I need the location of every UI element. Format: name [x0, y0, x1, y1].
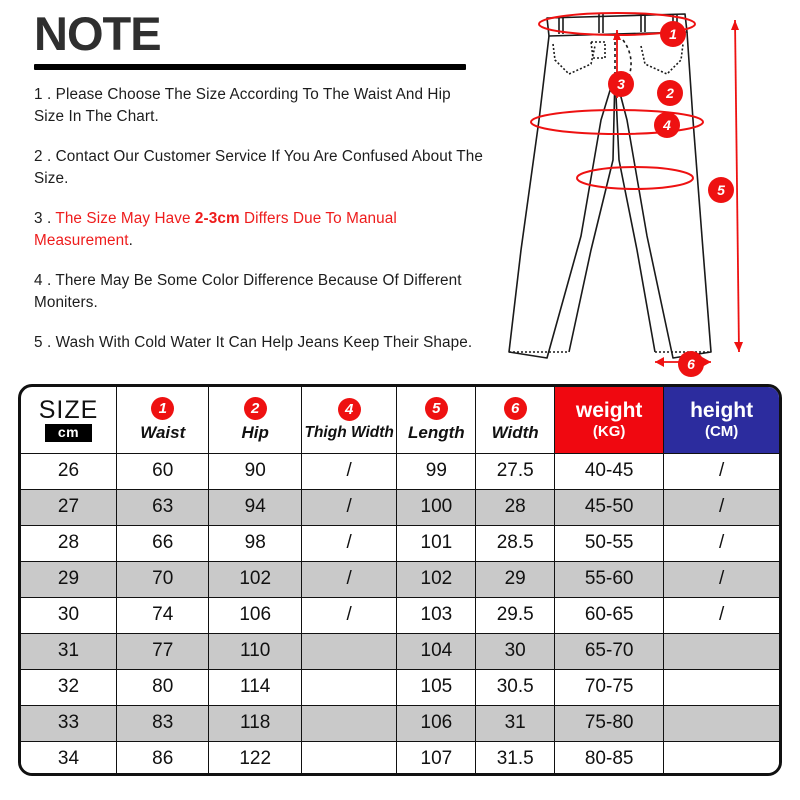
- cell-width: 27.5: [476, 453, 555, 489]
- note-item-4-index: 4 .: [34, 272, 52, 289]
- header-thigh-width: [301, 387, 397, 453]
- marker-5-badge: 5: [425, 397, 448, 420]
- table-body: [21, 453, 779, 776]
- cell-hip: 102: [209, 561, 301, 597]
- cell-size: 27: [21, 489, 117, 525]
- cell-length: 104: [397, 633, 476, 669]
- cell-thigh: /: [301, 561, 397, 597]
- cell-thigh: [301, 705, 397, 741]
- cell-length: 106: [397, 705, 476, 741]
- cell-width: 31.5: [476, 741, 555, 776]
- cell-hip: 122: [209, 741, 301, 776]
- note-item-5: [34, 332, 484, 354]
- cell-size: 32: [21, 669, 117, 705]
- header-length: [397, 387, 476, 453]
- cell-width: 31: [476, 705, 555, 741]
- marker-4-badge: 4: [338, 398, 361, 421]
- cell-length: 101: [397, 525, 476, 561]
- note-item-4-text: There May Be Some Color Difference Because Of Different Moniters.: [34, 272, 462, 311]
- note-item-2-text: Contact Our Customer Service If You Are Confused About The Size.: [34, 148, 483, 187]
- cell-length: 107: [397, 741, 476, 776]
- note-item-3-text-post: Differs Due To Manual Measurement: [34, 210, 397, 249]
- cell-height: /: [664, 453, 779, 489]
- size-word: SIZE: [38, 396, 99, 425]
- cell-hip: 98: [209, 525, 301, 561]
- note-item-3: [34, 208, 484, 252]
- cell-thigh: [301, 633, 397, 669]
- header-hip-label: Hip: [241, 422, 269, 442]
- size-chart-table: [21, 387, 779, 776]
- svg-text:6: 6: [687, 356, 695, 372]
- header-weight-unit: (KG): [592, 422, 626, 440]
- cell-hip: 90: [209, 453, 301, 489]
- svg-text:4: 4: [663, 117, 671, 133]
- cell-height: /: [664, 489, 779, 525]
- cell-length: 99: [397, 453, 476, 489]
- cell-size: 31: [21, 633, 117, 669]
- cell-width: 28: [476, 489, 555, 525]
- table-row: [21, 561, 779, 597]
- cell-width: 29: [476, 561, 555, 597]
- header-hip: [209, 387, 301, 453]
- cell-size: 34: [21, 741, 117, 776]
- header-width-label: Width: [491, 422, 539, 442]
- header-waist-label: Waist: [140, 422, 186, 442]
- cell-height: /: [664, 561, 779, 597]
- cell-length: 100: [397, 489, 476, 525]
- note-item-1: [34, 84, 484, 128]
- cell-size: 33: [21, 705, 117, 741]
- note-item-1-index: 1 .: [34, 86, 52, 103]
- cell-height: /: [664, 597, 779, 633]
- header-size: [21, 387, 117, 453]
- cell-waist: 60: [117, 453, 209, 489]
- size-unit-badge: cm: [45, 424, 92, 442]
- note-item-4: [34, 270, 484, 314]
- svg-text:5: 5: [717, 182, 725, 198]
- cell-waist: 80: [117, 669, 209, 705]
- marker-2-badge: 2: [244, 397, 267, 420]
- cell-thigh: /: [301, 525, 397, 561]
- header-height: [664, 387, 779, 453]
- cell-size: 26: [21, 453, 117, 489]
- note-item-3-text-pre: The Size May Have: [51, 210, 195, 227]
- cell-thigh: /: [301, 597, 397, 633]
- cell-weight: 60-65: [555, 597, 664, 633]
- cell-height: [664, 705, 779, 741]
- marker-1-badge: 1: [151, 397, 174, 420]
- svg-text:2: 2: [666, 85, 674, 101]
- cell-hip: 110: [209, 633, 301, 669]
- note-item-3-index: 3 .: [34, 210, 52, 227]
- note-list: [34, 84, 484, 354]
- table-row: [21, 705, 779, 741]
- note-divider: [34, 64, 466, 70]
- note-item-5-index: 5 .: [34, 334, 52, 351]
- cell-hip: 94: [209, 489, 301, 525]
- cell-weight: 65-70: [555, 633, 664, 669]
- note-item-3-emphasis: 2-3cm: [194, 210, 240, 227]
- table-row: [21, 669, 779, 705]
- cell-width: 30.5: [476, 669, 555, 705]
- cell-waist: 63: [117, 489, 209, 525]
- header-weight-title: weight: [575, 398, 643, 422]
- cell-thigh: /: [301, 489, 397, 525]
- cell-weight: 55-60: [555, 561, 664, 597]
- cell-weight: 45-50: [555, 489, 664, 525]
- header-weight: [555, 387, 664, 453]
- note-item-5-text: Wash With Cold Water It Can Help Jeans Keep Their Shape.: [51, 334, 473, 351]
- jeans-measurement-diagram: [495, 0, 800, 378]
- cell-waist: 66: [117, 525, 209, 561]
- cell-hip: 106: [209, 597, 301, 633]
- cell-weight: 75-80: [555, 705, 664, 741]
- note-panel: [34, 8, 484, 372]
- svg-text:1: 1: [669, 26, 677, 42]
- cell-height: /: [664, 525, 779, 561]
- table-header-row: [21, 387, 779, 453]
- table-row: [21, 489, 779, 525]
- cell-width: 30: [476, 633, 555, 669]
- cell-size: 30: [21, 597, 117, 633]
- note-title: NOTE: [34, 7, 161, 60]
- header-height-title: height: [690, 398, 754, 422]
- cell-size: 29: [21, 561, 117, 597]
- cell-waist: 83: [117, 705, 209, 741]
- cell-waist: 86: [117, 741, 209, 776]
- cell-weight: 40-45: [555, 453, 664, 489]
- cell-height: [664, 633, 779, 669]
- cell-length: 102: [397, 561, 476, 597]
- svg-text:3: 3: [617, 76, 625, 92]
- header-waist: [117, 387, 209, 453]
- table-row: [21, 525, 779, 561]
- cell-size: 28: [21, 525, 117, 561]
- table-row: [21, 597, 779, 633]
- cell-hip: 114: [209, 669, 301, 705]
- cell-weight: 50-55: [555, 525, 664, 561]
- table-row: [21, 633, 779, 669]
- cell-width: 29.5: [476, 597, 555, 633]
- note-item-1-text: Please Choose The Size According To The Waist And Hip Size In The Chart.: [34, 86, 451, 125]
- cell-length: 105: [397, 669, 476, 705]
- cell-height: [664, 741, 779, 776]
- table-row: [21, 453, 779, 489]
- cell-hip: 118: [209, 705, 301, 741]
- marker-6-badge: 6: [504, 397, 527, 420]
- table-row: [21, 741, 779, 776]
- size-chart-table-container: [18, 384, 782, 776]
- cell-weight: 70-75: [555, 669, 664, 705]
- note-item-2: [34, 146, 484, 190]
- header-width: [476, 387, 555, 453]
- note-item-2-index: 2 .: [34, 148, 52, 165]
- cell-thigh: [301, 669, 397, 705]
- header-thigh-width-label: Thigh Width: [304, 423, 394, 441]
- cell-height: [664, 669, 779, 705]
- note-item-3-tail: .: [128, 232, 133, 249]
- cell-thigh: [301, 741, 397, 776]
- cell-waist: 77: [117, 633, 209, 669]
- cell-waist: 74: [117, 597, 209, 633]
- header-height-unit: (CM): [704, 422, 739, 440]
- cell-length: 103: [397, 597, 476, 633]
- cell-weight: 80-85: [555, 741, 664, 776]
- cell-width: 28.5: [476, 525, 555, 561]
- header-length-label: Length: [408, 422, 465, 442]
- cell-thigh: /: [301, 453, 397, 489]
- cell-waist: 70: [117, 561, 209, 597]
